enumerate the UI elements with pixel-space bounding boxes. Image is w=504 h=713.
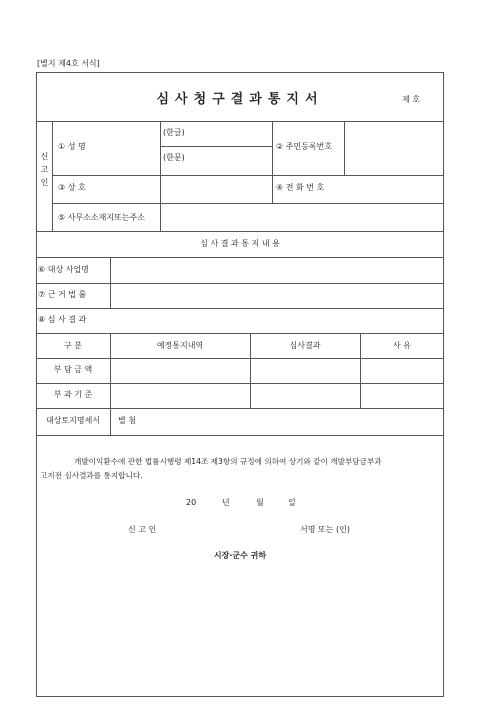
table-header-planned: 예정통지내역 (156, 341, 204, 350)
date-day: 일 (288, 498, 296, 507)
signature-label: 신 고 인 (128, 525, 157, 534)
applicant-group-label: 신고인 (40, 152, 49, 187)
name-korean-label: (한글) (163, 128, 185, 137)
form-frame (36, 72, 444, 697)
name-hanja-label: (한문) (163, 153, 185, 162)
form-label: [별지 제4호 서식] (37, 59, 100, 68)
date-year: 년 (222, 498, 230, 507)
office-address-label: ⑤ 사무소소재지또는주소 (58, 213, 145, 222)
addressee: 시장·군수 귀하 (213, 551, 267, 560)
name-label: ① 성 명 (58, 142, 86, 151)
table-header-reason: 사 유 (393, 341, 411, 350)
form-title: 심사청구결과통지서 (156, 92, 324, 107)
resident-number-label: ② 주민등록번호 (276, 142, 333, 151)
land-detail-value: 별 첨 (118, 416, 136, 425)
project-name-label: ⑥ 대상 사업명 (38, 265, 89, 274)
trade-name-label: ③ 상 호 (58, 183, 86, 192)
phone-label: ④ 전 화 번 호 (276, 183, 325, 192)
law-basis-label: ⑦ 근 거 법 률 (38, 290, 87, 299)
levy-standard-label: 부 과 기 준 (53, 390, 93, 399)
date-year-prefix: 20 (186, 498, 197, 507)
doc-number: 제 호 (402, 95, 420, 104)
signature-or-seal: 서명 또는 (인) (300, 525, 350, 534)
table-header-category: 구 분 (64, 341, 82, 350)
review-result-label: ⑧ 심 사 결 과 (38, 315, 87, 324)
notice-line-2: 고지전 심사결과를 통지합니다. (40, 471, 143, 480)
notice-line-1: 개발이익환수에 관한 법률시행령 제14조 제3항의 규정에 의하여 상기와 같이 개발부담금부과 (74, 457, 382, 466)
date-month: 월 (256, 498, 264, 507)
land-detail-label: 대상토지명세서 (45, 416, 101, 425)
burden-amount-label: 부 담 금 액 (53, 365, 93, 374)
section-title: 심 사 결 과 통 지 내 용 (200, 239, 280, 248)
table-header-result: 심사결과 (289, 341, 321, 350)
